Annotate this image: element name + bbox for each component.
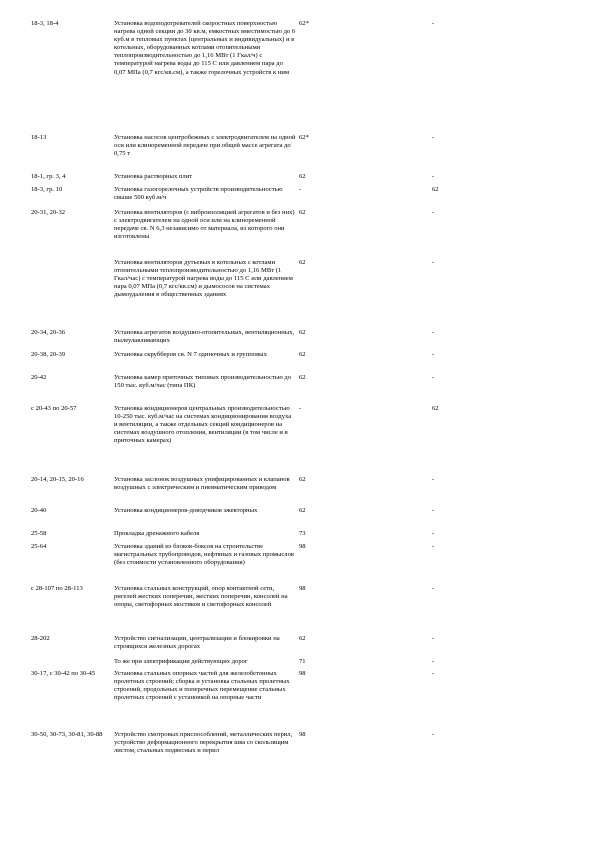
row-value-col4: - [432, 543, 435, 550]
row-value-col4: - [432, 134, 435, 141]
row-description: Установка водоподогревателей скоростных поверхностью нагрева одной секции до 30 кв.м, емкостных вместимостью до 6 куб.м в тепловых пунктах (центральных и индивидуальных) и в котельных, оборудованных котлами отопительными теплопроизводительностью до 1,16 МВт (1 Гкал/ч) с температурой нагрева воды до 115 С или давлением пара до 0,07 МПа (0,7 кгс/кв.см), а также горелочных устройств к ним [114, 20, 296, 76]
row-value-col4: - [432, 329, 435, 336]
row-description: Установка растворных плит [114, 173, 193, 180]
row-value-col4: - [432, 476, 435, 483]
row-value-col3: 73 [299, 530, 306, 537]
row-description: Установка стальных конструкций, опор контактной сети, ригелей жестких поперечин, жестких поперечин, консолей на опоры, светофорных мостиков и светофорных консолей [114, 585, 288, 609]
row-value-col3: 98 [299, 731, 306, 738]
row-value-col3: 62 [299, 209, 306, 216]
row-code: 30-17, с 30-42 по 30-45 [31, 670, 96, 677]
row-value-col3: 62 [299, 351, 306, 358]
row-code: 20-14, 20-15, 20-16 [31, 476, 84, 483]
row-value-col3: - [299, 186, 302, 193]
row-value-col4: - [432, 670, 435, 677]
row-value-col4: - [432, 259, 435, 266]
row-code: 30-50, 30-73, 30-81, 30-88 [31, 731, 103, 738]
row-code: 25-64 [31, 543, 47, 550]
row-value-col3: 71 [299, 658, 306, 665]
row-value-col4: - [432, 173, 435, 180]
row-description: Установка вентиляторов дутьевых в котельных с котлами отопительными теплопроизводительностью до 1,16 МВт (1 Гкал/час) с температурой нагрева воды до 115 С или давлением пара 0,07 МПа (0,7 кгс/кв.см) и дымососов на системах дымоудаления в общественных зданиях [114, 259, 293, 299]
row-description: Установка скрубберов св. N 7 одиночных и групповых [114, 351, 267, 358]
row-value-col4: - [432, 209, 435, 216]
row-description: Прокладка дренажного кабеля [114, 530, 200, 537]
row-code: 18-13 [31, 134, 47, 141]
row-value-col3: 98 [299, 543, 306, 550]
row-value-col3: 62 [299, 635, 306, 642]
row-description: Установка кондиционеров центральных производительностью 10-250 тыс. куб.м/час на системах кондиционирования воздуха и вентиляции, а также отдельных секций кондиционеров на системах воздушного отопления, вентиляции (в том числе и в приточных камерах) [114, 405, 292, 445]
row-value-col3: 98 [299, 670, 306, 677]
row-code: 18-1, гр. 3, 4 [31, 173, 66, 180]
row-code: 20-34, 20-36 [31, 329, 66, 336]
row-description: Установка газогорелочных устройств производительностью свыше 500 куб.м/ч [114, 186, 283, 202]
row-value-col3: 62 [299, 507, 306, 514]
row-code: 18-3, гр. 10 [31, 186, 63, 193]
row-value-col4: 62 [432, 186, 439, 193]
row-code: 28-202 [31, 635, 50, 642]
row-code: 25-58 [31, 530, 47, 537]
row-description: Установка кондиционеров-доводчиков эжекторных [114, 507, 258, 514]
row-value-col3: 62 [299, 374, 306, 381]
row-description: Установка вентиляторов (с виброизоляцией агрегатов и без них) с электродвигателем на одной оси или на клиноременной передаче св. N 6,3 независимо от материала, из которого они изготовлены [114, 209, 295, 241]
row-value-col4: - [432, 374, 435, 381]
row-value-col4: - [432, 351, 435, 358]
row-code: с 20-43 по 20-57 [31, 405, 77, 412]
row-description: Установка стальных опорных частей для железобетонных пролетных строений; сборка и установка стальных пролетных строений, продольных и поперечных перемещение стальных пролетных строений с установкой на опорные части [114, 670, 290, 702]
row-code: 20-38, 20-39 [31, 351, 66, 358]
row-code: 20-42 [31, 374, 47, 381]
row-value-col4: - [432, 658, 435, 665]
row-value-col3: 62* [299, 134, 309, 141]
row-value-col4: - [432, 585, 435, 592]
row-description: Установка агрегатов воздушно-отопительных, вентиляционных, пылеулавливающих [114, 329, 295, 345]
row-code: 18-3, 18-4 [31, 20, 59, 27]
row-value-col3: 62 [299, 329, 306, 336]
row-value-col4: - [432, 20, 435, 27]
row-description: Устройство смотровых приспособлений, металлических перил, устройство деформационного перекрытия шва со скользящим листом, стальных подвесных и перил [114, 731, 293, 755]
row-value-col4: - [432, 530, 435, 537]
row-description: Установка заслонок воздушных унифицированных и клапанов воздушных с электрическим и пневматическим приводом [114, 476, 290, 492]
row-value-col4: - [432, 635, 435, 642]
row-value-col3: 62* [299, 20, 309, 27]
row-description: Установка зданий из блоков-боксов на строительстве магистральных трубопроводов, нефтяных и газовых промыслов (без стоимости установленного оборудования) [114, 543, 294, 567]
row-code: 20-31, 20-32 [31, 209, 66, 216]
row-code: 20-40 [31, 507, 47, 514]
row-description: Установка камер приточных типовых производительностью до 150 тыс. куб.м/час (типа ПК) [114, 374, 292, 390]
row-description: Устройство сигнализации, централизации и блокировки на строящихся железных дорогах [114, 635, 280, 651]
row-value-col4: - [432, 507, 435, 514]
row-value-col4: - [432, 731, 435, 738]
row-value-col3: 62 [299, 173, 306, 180]
row-description: Установка насосов центробежных с электродвигателем на одной оси или клиноременной передаче при общей массе агрегата до 0,75 т [114, 134, 296, 158]
row-value-col3: 62 [299, 476, 306, 483]
row-value-col3: 62 [299, 259, 306, 266]
row-value-col3: 98 [299, 585, 306, 592]
row-description: То же при электрификации действующих дорог [114, 658, 248, 665]
row-value-col3: - [299, 405, 302, 412]
row-value-col4: 62 [432, 405, 439, 412]
row-code: с 28-107 по 28-113 [31, 585, 83, 592]
